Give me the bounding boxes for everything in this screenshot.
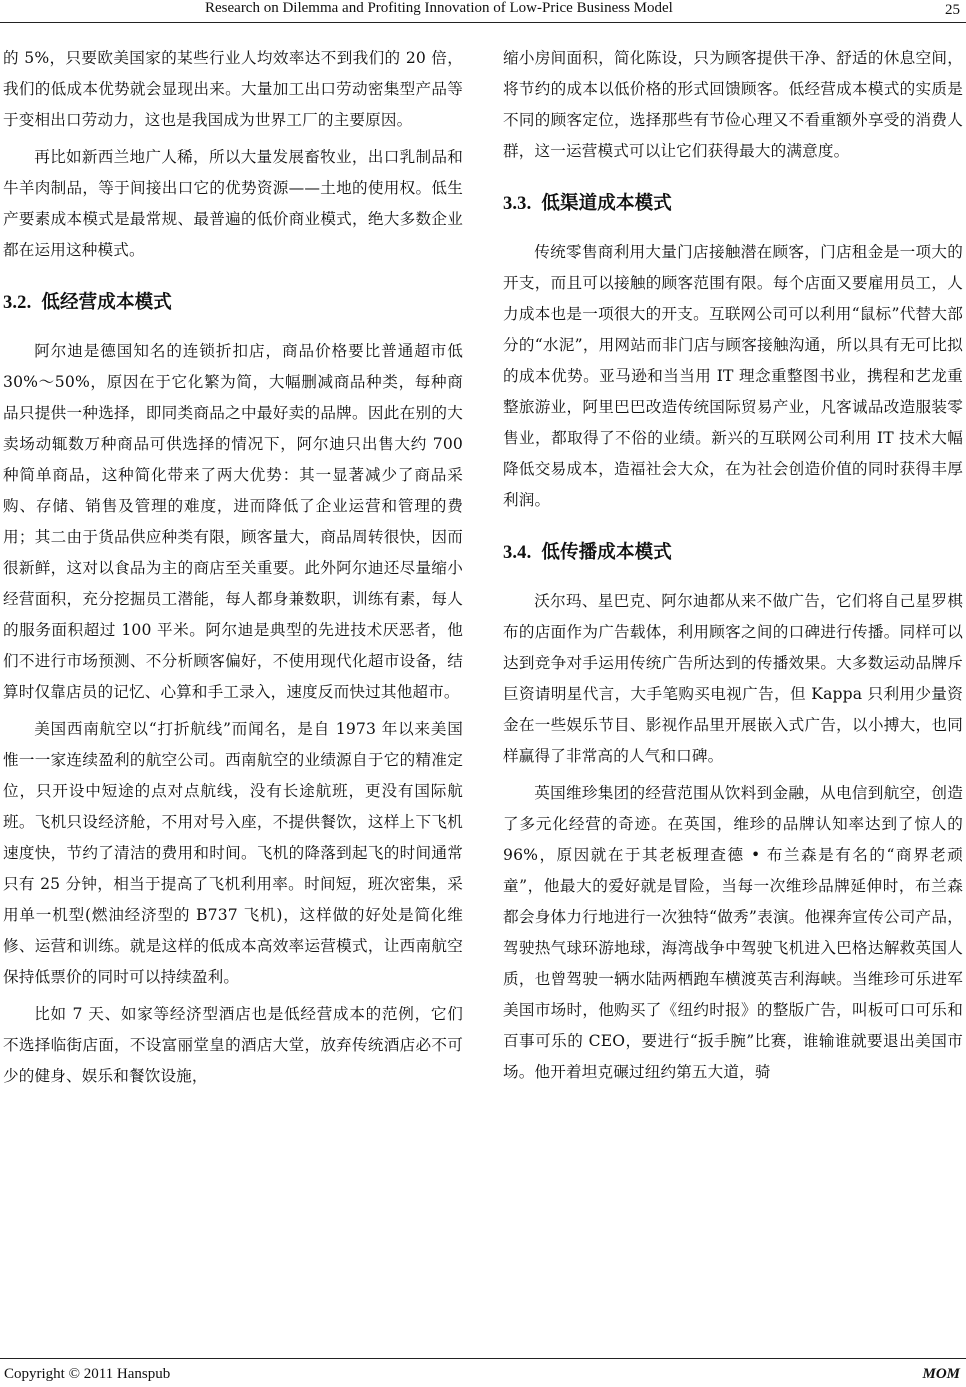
paragraph: 英国维珍集团的经营范围从饮料到金融，从电信到航空，创造了多元化经营的奇迹。在英国，维珍的品牌认知率达到了惊人的 96%，原因就在于其老板理查德 • 布兰森是有名的“商界老顽童”，他最大的爱好就是冒险，当每一次维珍品牌延伸时，布兰森都会身体力行地进行一次独特“做秀”表演。他裸奔宣传公司产品，驾驶热气球环游地球，海湾战争中驾驶飞机进入巴格达解救英国人质，也曾驾驶一辆水陆两栖跑车横渡英吉利海峡。当维珍可乐进军美国市场时，他购买了《纽约时报》的整版广告，叫板可口可乐和百事可乐的 CEO，要进行“扳手腕”比赛，谁输谁就要退出美国市场。他开着坦克碾过纽约第五大道，骑 [503, 784, 963, 1081]
paragraph: 比如 7 天、如家等经济型酒店也是低经营成本的范例，它们不选择临街店面，不设富丽堂皇的酒店大堂，放弃传统酒店必不可少的健身、娱乐和餐饮设施， [3, 1005, 463, 1085]
copyright-notice: Copyright © 2011 Hanspub [4, 1366, 171, 1382]
left-column [3, 43, 463, 1092]
section-title: 低渠道成本模式 [541, 192, 672, 213]
journal-abbrev: MOM [922, 1366, 960, 1382]
right-column [503, 43, 963, 1088]
paragraph: 传统零售商利用大量门店接触潜在顾客，门店租金是一项大的开支，而且可以接触的顾客范围有限。每个店面又要雇用员工，人力成本也是一项很大的开支。互联网公司可以利用“鼠标”代替大部分的“水泥”，用网站而非门店与顾客接触沟通，所以具有无可比拟的成本优势。亚马逊和当当用 IT 理念重整图书业，携程和艺龙重整旅游业，阿里巴巴改造传统国际贸易产业，凡客诚品改造服装零售业，都取得了不俗的业绩。新兴的互联网公司利用 IT 技术大幅降低交易成本，造福社会大众，在为社会创造价值的同时获得丰厚利润。 [503, 243, 963, 509]
section-number: 3.3. [503, 194, 532, 214]
section-heading-3-4 [503, 539, 963, 566]
paragraph: 阿尔迪是德国知名的连锁折扣店，商品价格要比普通超市低 30%～50%，原因在于它化繁为简，大幅删减商品种类，每种商品只提供一种选择，即同类商品之中最好卖的品牌。因此在别的大卖场动辄数万种商品可供选择的情况下，阿尔迪只出售大约 700 种简单商品，这种简化带来了两大优势：其一显著减少了商品采购、存储、销售及管理的难度，进而降低了企业运营和管理的费用；其二由于货品供应种类有限，顾客量大，商品周转很快，因而很新鲜，这对以食品为主的商店至关重要。此外阿尔迪还尽量缩小经营面积，充分挖掘员工潜能，每人都身兼数职，训练有素，每人的服务面积超过 100 平米。阿尔迪是典型的先进技术厌恶者，他们不进行市场预测、不分析顾客偏好，不使用现代化超市设备，结算时仅靠店员的记忆、心算和手工录入，速度反而快过其他超市。 [3, 342, 463, 701]
header-title: Research on Dilemma and Profiting Innovation of Low-Price Business Model [205, 0, 673, 16]
paragraph: 再比如新西兰地广人稀，所以大量发展畜牧业，出口乳制品和牛羊肉制品，等于间接出口它的优势资源——土地的使用权。低生产要素成本模式是最常规、最普遍的低价商业模式，绝大多数企业都在运用这种模式。 [3, 148, 463, 259]
section-title: 低经营成本模式 [41, 291, 172, 312]
page-number: 25 [945, 2, 960, 18]
paragraph: 沃尔玛、星巴克、阿尔迪都从来不做广告，它们将自己星罗棋布的店面作为广告载体，利用顾客之间的口碑进行传播。同样可以达到竞争对手运用传统广告所达到的传播效果。大多数运动品牌斥巨资请明星代言，大手笔购买电视广告，但 Kappa 只利用少量资金在一些娱乐节目、影视作品里开展嵌入式广告，以小搏大，也同样赢得了非常高的人气和口碑。 [503, 592, 963, 765]
section-title: 低传播成本模式 [541, 541, 672, 562]
paragraph: 的 5%，只要欧美国家的某些行业人均效率达不到我们的 20 倍，我们的低成本优势就会显现出来。大量加工出口劳动密集型产品等于变相出口劳动力，这也是我国成为世界工厂的主要原因。 [3, 49, 463, 129]
section-heading-3-2 [3, 289, 463, 316]
section-number: 3.2. [3, 293, 32, 313]
section-number: 3.4. [503, 543, 532, 563]
paragraph: 缩小房间面积，简化陈设，只为顾客提供干净、舒适的休息空间，将节约的成本以低价格的形式回馈顾客。低经营成本模式的实质是不同的顾客定位，选择那些有节俭心理又不看重额外享受的消费人群，这一运营模式可以让它们获得最大的满意度。 [503, 49, 963, 160]
page-footer [0, 1358, 966, 1387]
running-header [0, 0, 966, 23]
paragraph: 美国西南航空以“打折航线”而闻名，是自 1973 年以来美国惟一一家连续盈利的航空公司。西南航空的业绩源自于它的精准定位，只开设中短途的点对点航线，没有长途航班，更没有国际航班。飞机只设经济舱，不用对号入座，不提供餐饮，这样上下飞机速度快，节约了清洁的费用和时间。飞机的降落到起飞的时间通常只有 25 分钟，相当于提高了飞机利用率。时间短，班次密集，采用单一机型(燃油经济型的 B737 飞机)，这样做的好处是简化维修、运营和训练。就是这样的低成本高效率运营模式，让西南航空保持低票价的同时可以持续盈利。 [3, 720, 463, 986]
section-heading-3-3 [503, 190, 963, 217]
